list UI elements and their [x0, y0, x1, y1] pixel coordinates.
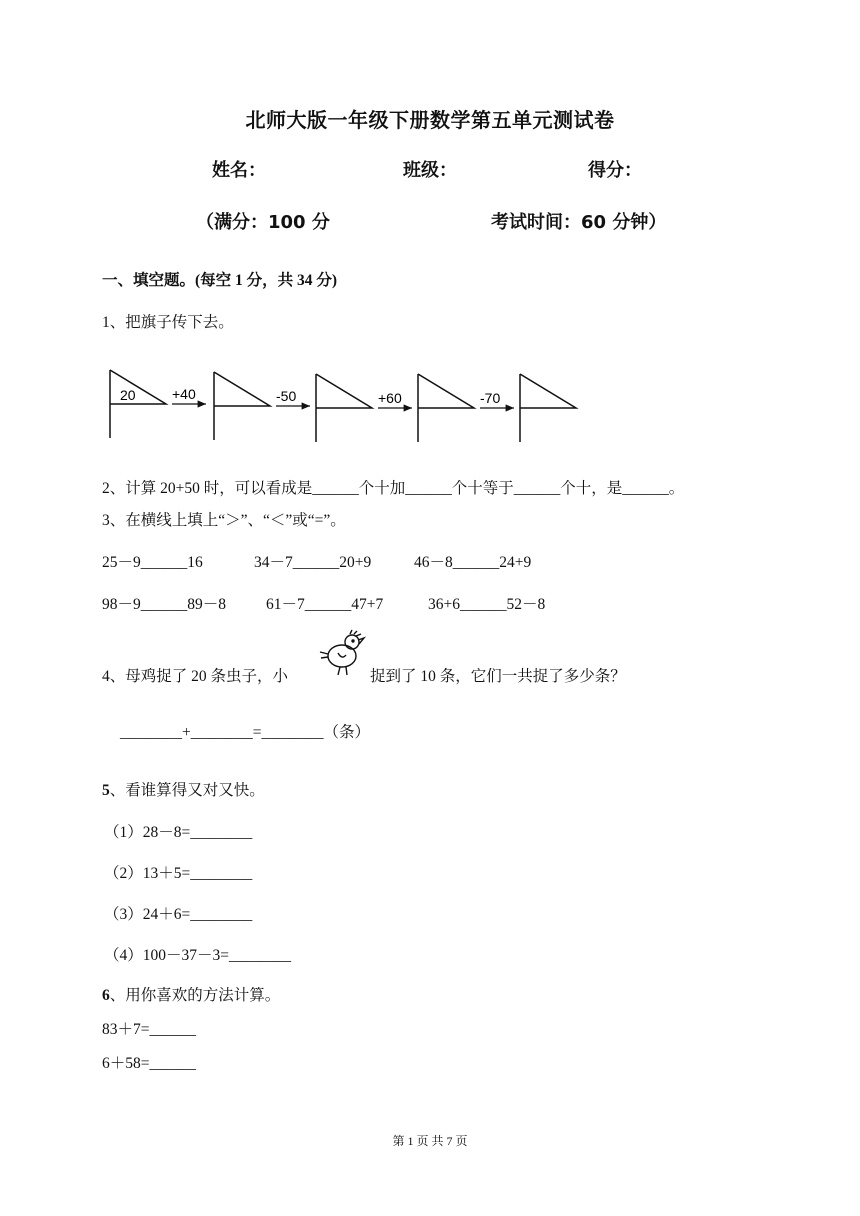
calc-item: （2）13＋5=________ — [104, 865, 253, 882]
question-4-text-after: 捉到了 10 条，它们一共捉了多少条？ — [370, 668, 626, 685]
compare-item: 61－7______47+7 — [266, 596, 384, 613]
name-label: 姓名： — [212, 160, 266, 181]
calc-item: （1）28－8=________ — [104, 824, 253, 841]
chick-icon — [312, 628, 368, 678]
question-4-text-before: 4、母鸡捉了 20 条虫子，小 — [102, 668, 289, 685]
calc-item: 6＋58=______ — [102, 1055, 196, 1072]
section-heading: 一、填空题。(每空 1 分，共 34 分) — [102, 272, 338, 289]
question-6-number: 6 — [102, 987, 110, 1004]
page-footer: 第 1 页 共 7 页 — [392, 1134, 468, 1148]
question-2-text: 2、计算 20+50 时，可以看成是______个十加______个十等于______个十，是______。 — [102, 480, 685, 497]
op-2: -50 — [276, 388, 297, 404]
compare-item: 34－7______20+9 — [254, 554, 372, 571]
score-label: 得分： — [588, 160, 642, 181]
question-3-text: 3、在横线上填上“＞”、“＜”或“=”。 — [102, 512, 346, 529]
question-6-title — [102, 983, 280, 1005]
flag-chain-diagram — [100, 356, 590, 448]
question-5-text: 、看谁算得又对又快。 — [109, 782, 265, 799]
exam-time-label: 考试时间：60 分钟） — [491, 212, 667, 233]
page-title: 北师大版一年级下册数学第五单元测试卷 — [245, 108, 615, 132]
flag-5 — [520, 374, 576, 442]
compare-item: 25－9______16 — [102, 554, 203, 571]
compare-item: 36+6______52－8 — [428, 596, 546, 613]
flag-4 — [418, 374, 474, 442]
calc-item: （3）24＋6=________ — [104, 906, 253, 923]
flag-2 — [214, 372, 270, 440]
question-5-number: 5 — [102, 782, 110, 799]
op-3: +60 — [378, 390, 402, 406]
calc-item: 83＋7=______ — [102, 1021, 196, 1038]
question-1-text: 1、把旗子传下去。 — [102, 314, 234, 331]
class-label: 班级： — [403, 160, 457, 181]
op-4: -70 — [480, 390, 501, 406]
op-1: +40 — [172, 386, 196, 402]
question-5-title — [102, 778, 265, 800]
compare-item: 98－9______89－8 — [102, 596, 227, 613]
full-score-label: （满分：100 分 — [196, 212, 330, 233]
flag-1 — [110, 370, 166, 438]
question-4-answer: ________+________=________（条） — [120, 724, 370, 741]
question-6-text: 、用你喜欢的方法计算。 — [109, 987, 281, 1004]
calc-item: （4）100－37－3=________ — [104, 947, 291, 964]
flag-3 — [316, 374, 372, 442]
flag-1-value: 20 — [120, 387, 136, 403]
compare-item: 46－8______24+9 — [414, 554, 532, 571]
